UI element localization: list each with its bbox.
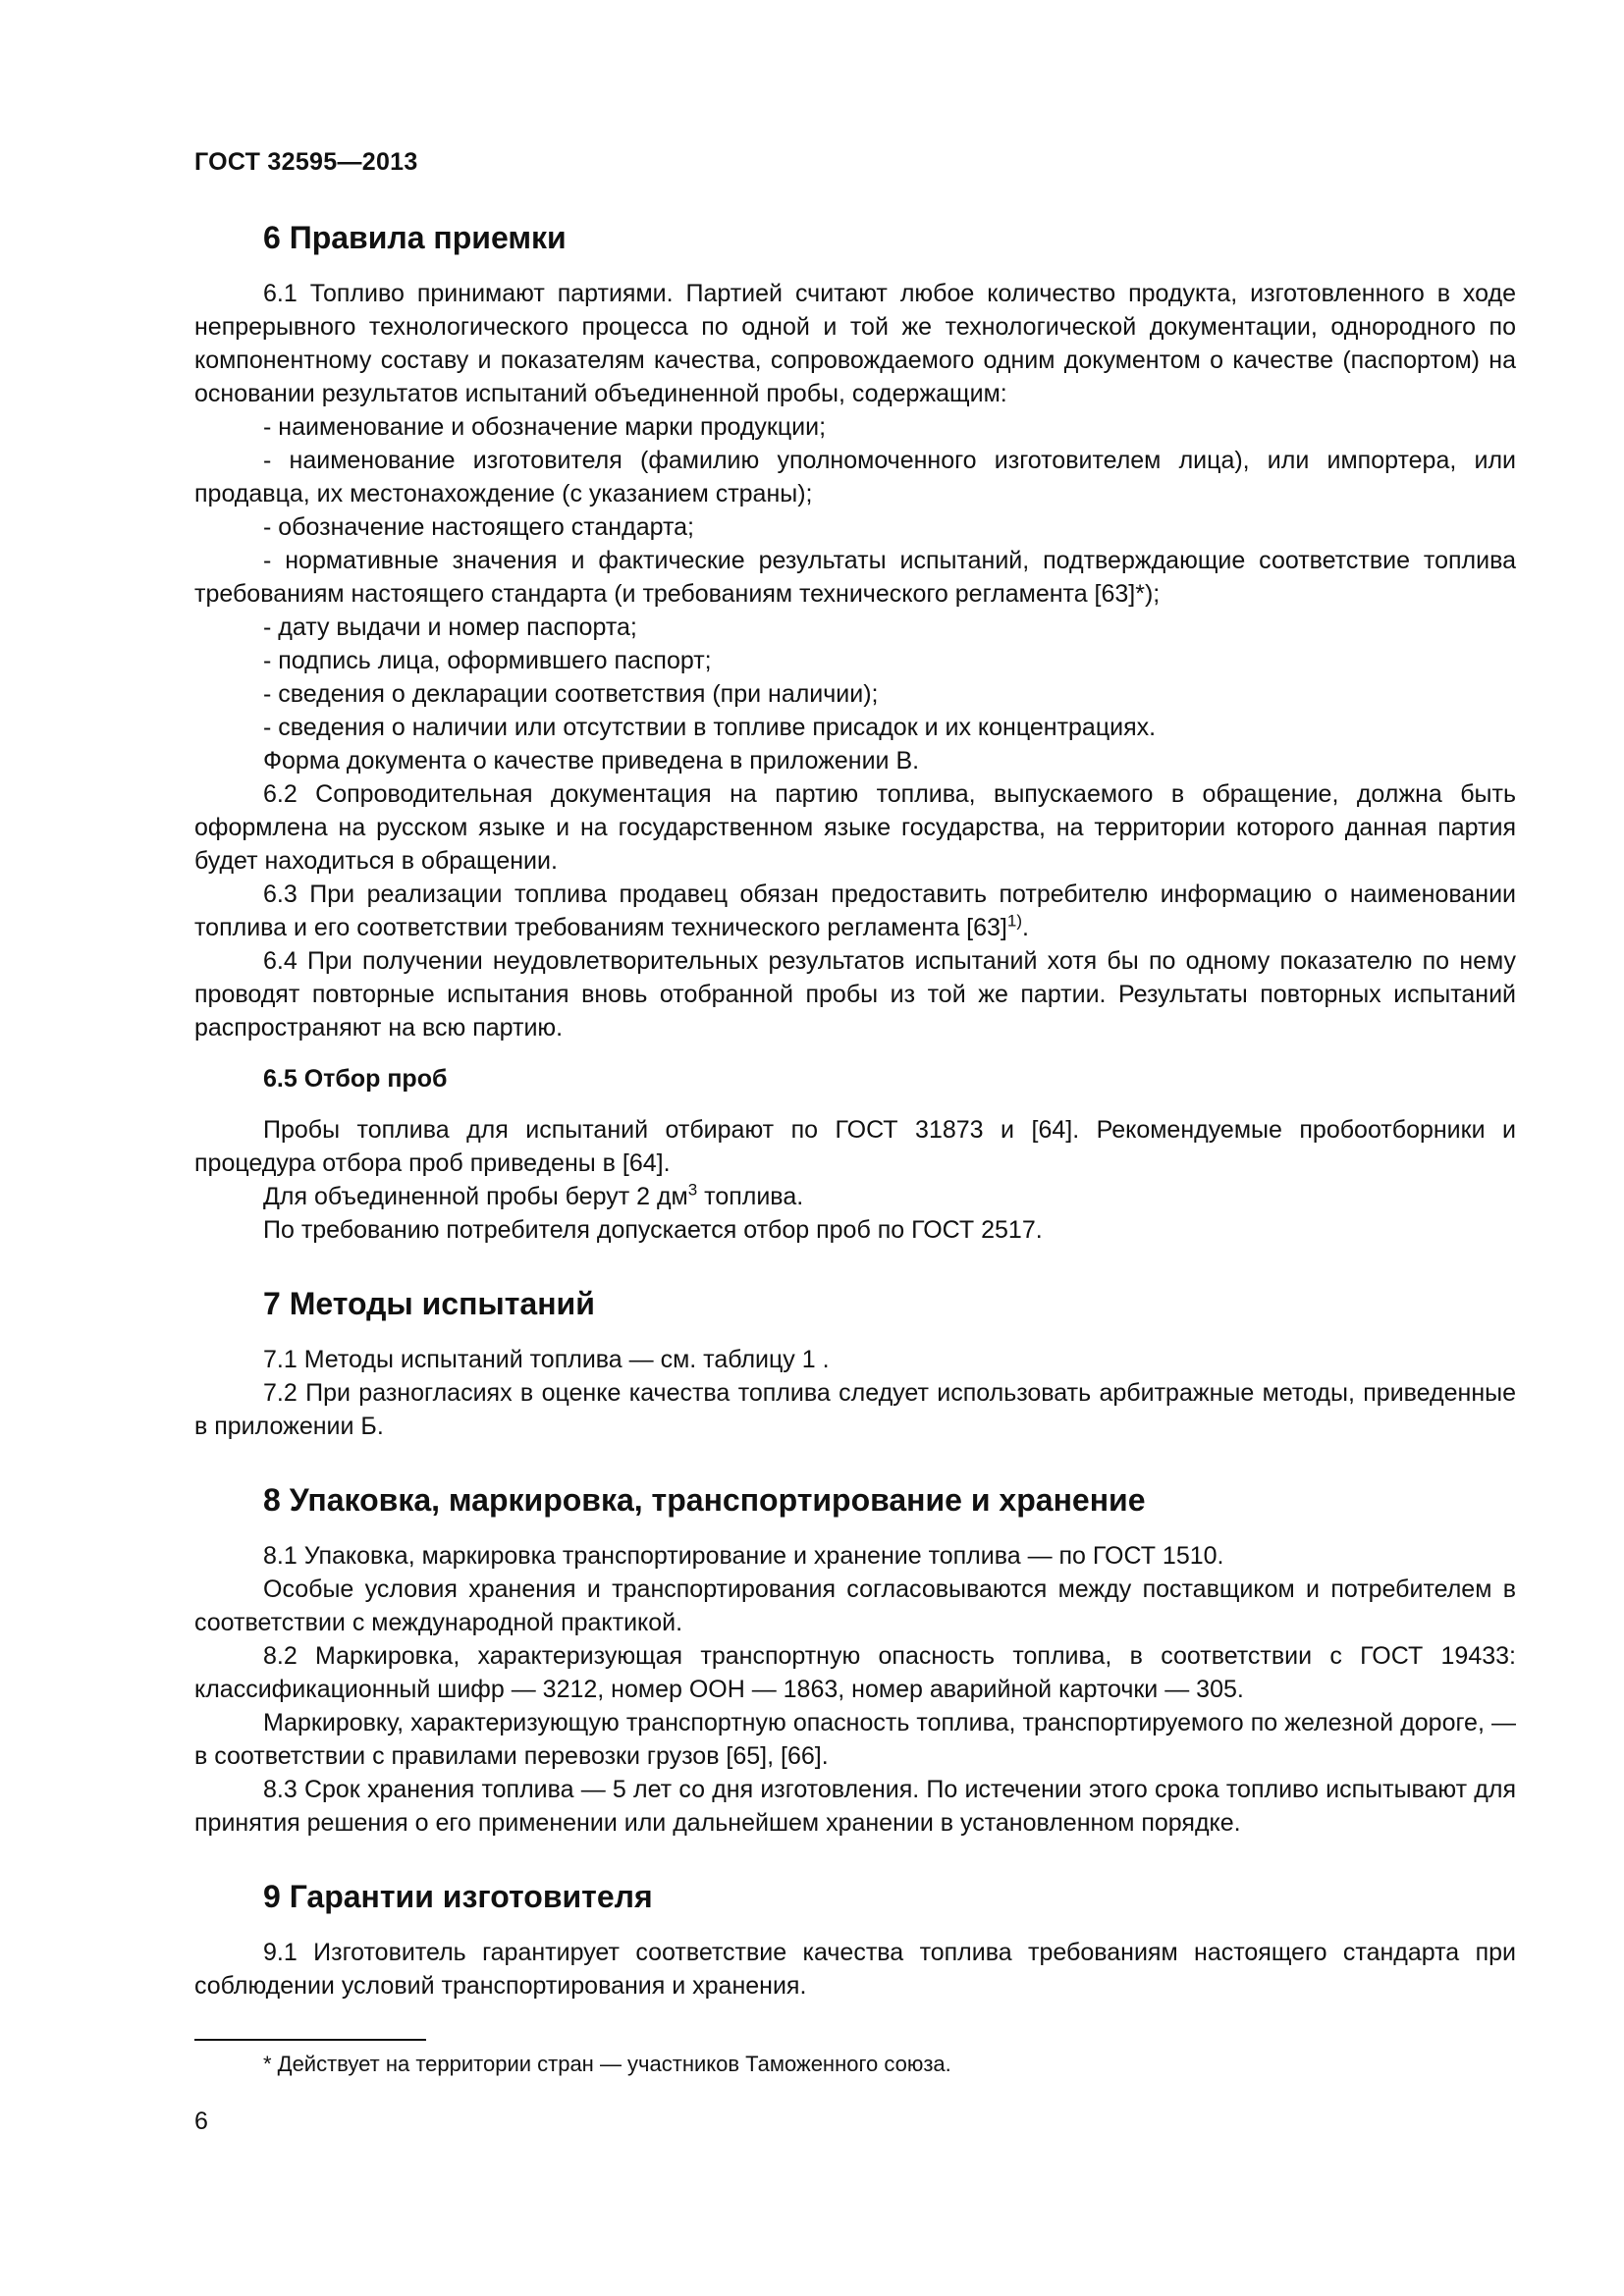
section-8-heading: 8 Упаковка, маркировка, транспортирование и хранение (263, 1482, 1146, 1518)
list-item: - наименование и обозначение марки продукции; (263, 413, 827, 441)
paragraph-6-5-2-end: топлива. (697, 1183, 804, 1210)
paragraph-6-1: 6.1 Топливо принимают партиями. Партией считают любое количество продукта, изготовленного в ходе непрерывного технологического процесса по одной и той же технологической документации, однородного по компонентному составу и показателям качества, сопровождаемого одним документом о качестве (паспортом) на основании результатов испытаний объединенной пробы, содержащим: (194, 280, 1516, 407)
form-note: Форма документа о качестве приведена в приложении В. (263, 747, 920, 774)
paragraph-6-5-3: По требованию потребителя допускается отбор проб по ГОСТ 2517. (263, 1216, 1043, 1244)
footnote-ref: 1) (1006, 911, 1023, 931)
paragraph-6-4: 6.4 При получении неудовлетворительных результатов испытаний хотя бы по одному показателю по нему проводят повторные испытания вновь отобранной пробы из той же партии. Результаты повторных испытаний распространяют на всю партию. (194, 947, 1516, 1041)
unit-superscript: 3 (687, 1180, 698, 1200)
paragraph-6-5-1: Пробы топлива для испытаний отбирают по ГОСТ 31873 и [64]. Рекомендуемые пробоотборники и процедура отбора проб приведены в [64]. (194, 1116, 1516, 1177)
list-item: - сведения о декларации соответствия (при наличии); (263, 680, 879, 708)
paragraph-6-5-2 (194, 1180, 1516, 1213)
subsection-6-5-heading: 6.5 Отбор проб (263, 1065, 448, 1093)
paragraph-8-1-note: Особые условия хранения и транспортирования согласовываются между поставщиком и потребителем в соответствии с международной практикой. (194, 1575, 1516, 1636)
paragraph-8-1: 8.1 Упаковка, маркировка транспортирование и хранение топлива — по ГОСТ 1510. (263, 1542, 1224, 1570)
section-9-heading: 9 Гарантии изготовителя (263, 1879, 653, 1914)
document-body (194, 218, 1516, 2002)
section-6-heading: 6 Правила приемки (263, 220, 567, 255)
passport-contents-list (194, 410, 1516, 744)
paragraph-6-3-end: . (1022, 914, 1029, 941)
list-item: - подпись лица, оформившего паспорт; (263, 647, 712, 674)
paragraph-8-3: 8.3 Срок хранения топлива — 5 лет со дня изготовления. По истечении этого срока топливо испытывают для принятия решения о его применении или дальнейшем хранении в установленном порядке. (194, 1776, 1516, 1837)
paragraph-7-2: 7.2 При разногласиях в оценке качества топлива следует использовать арбитражные методы, приведенные в приложении Б. (194, 1379, 1516, 1440)
list-item: - дату выдачи и номер паспорта; (263, 614, 637, 641)
paragraph-8-2: 8.2 Маркировка, характеризующая транспортную опасность топлива, в соответствии с ГОСТ 19433: классификационный шифр — 3212, номер ООН — 1863, номер аварийной карточки — 305. (194, 1642, 1516, 1703)
footnote: * Действует на территории стран — участников Таможенного союза. (263, 2052, 951, 2076)
list-item: - обозначение настоящего стандарта; (263, 513, 694, 541)
paragraph-9-1: 9.1 Изготовитель гарантирует соответствие качества топлива требованиям настоящего стандарта при соблюдении условий транспортирования и хранения. (194, 1939, 1516, 2000)
paragraph-7-1: 7.1 Методы испытаний топлива — см. таблицу 1 . (263, 1346, 830, 1373)
paragraph-6-2: 6.2 Сопроводительная документация на партию топлива, выпускаемого в обращение, должна быть оформлена на русском языке и на государственном языке государства, на территории которого данная партия будет находиться в обращении. (194, 780, 1516, 875)
paragraph-6-5-2-text: Для объединенной пробы берут 2 дм (263, 1183, 688, 1210)
paragraph-6-3 (194, 878, 1516, 944)
page-number: 6 (194, 2108, 208, 2135)
list-item: - наименование изготовителя (фамилию уполномоченного изготовителем лица), или импортера, или продавца, их местонахождение (с указанием страны); (194, 447, 1516, 507)
document-code-header: ГОСТ 32595—2013 (194, 148, 418, 176)
paragraph-6-3-text: 6.3 При реализации топлива продавец обязан предоставить потребителю информацию о наименовании топлива и его соответствии требованиям технического регламента [63] (194, 881, 1516, 941)
paragraph-8-2-note: Маркировку, характеризующую транспортную опасность топлива, транспортируемого по железной дороге, — в соответствии с правилами перевозки грузов [65], [66]. (194, 1709, 1516, 1770)
list-item: - нормативные значения и фактические результаты испытаний, подтверждающие соответствие топлива требованиям настоящего стандарта (и требованиям технического регламента [63]*); (194, 547, 1516, 608)
list-item: - сведения о наличии или отсутствии в топливе присадок и их концентрациях. (263, 714, 1157, 741)
section-7-heading: 7 Методы испытаний (263, 1286, 595, 1321)
footnote-divider (194, 2039, 426, 2041)
